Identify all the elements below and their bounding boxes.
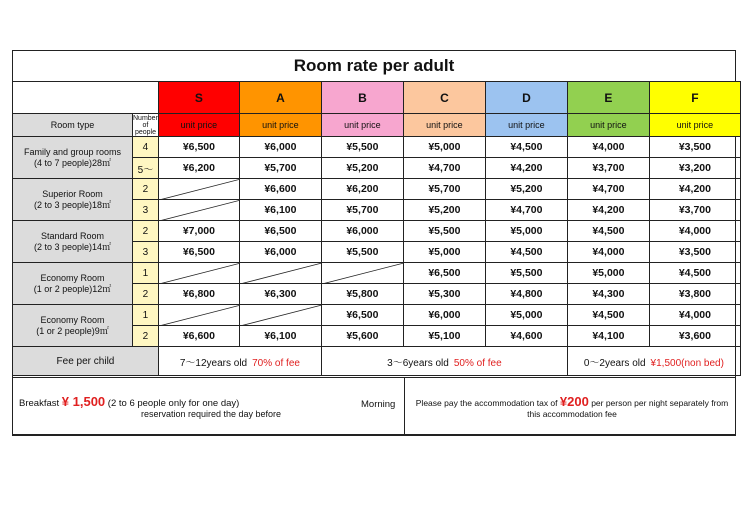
room-type-name: Standard Room	[40, 230, 105, 241]
room-type-cell	[13, 179, 133, 221]
unit-price-header: unit price	[649, 114, 740, 137]
breakfast-line	[19, 394, 239, 409]
price-cell: ¥5,500	[321, 242, 403, 263]
not-available-cell	[321, 263, 403, 284]
class-header-row	[13, 82, 741, 114]
unit-price-header: unit price	[567, 114, 649, 137]
price-cell: ¥6,100	[239, 200, 321, 221]
price-cell: ¥6,200	[158, 158, 239, 179]
people-count: 2	[133, 179, 159, 200]
price-cell: ¥5,200	[321, 158, 403, 179]
rate-row	[13, 305, 741, 326]
price-cell: ¥4,200	[649, 179, 740, 200]
not-available-cell	[239, 263, 321, 284]
room-type-detail: (2 to 3 people)14㎡	[33, 241, 112, 252]
room-type-detail: (2 to 3 people)18㎡	[33, 199, 112, 210]
price-cell: ¥5,000	[485, 305, 567, 326]
people-count: 4	[133, 137, 159, 158]
price-cell: ¥4,600	[485, 326, 567, 347]
price-cell: ¥6,000	[321, 221, 403, 242]
price-cell: ¥5,000	[567, 263, 649, 284]
price-cell: ¥3,700	[649, 200, 740, 221]
price-cell: ¥4,000	[649, 305, 740, 326]
price-cell: ¥6,200	[321, 179, 403, 200]
price-cell: ¥4,300	[567, 284, 649, 305]
not-available-cell	[158, 305, 239, 326]
price-cell: ¥4,800	[485, 284, 567, 305]
price-cell: ¥6,800	[158, 284, 239, 305]
price-cell: ¥6,500	[239, 221, 321, 242]
people-count: 2	[133, 326, 159, 347]
people-count: 1	[133, 305, 159, 326]
price-cell: ¥5,600	[321, 326, 403, 347]
price-cell: ¥4,000	[567, 137, 649, 158]
price-cell: ¥6,600	[239, 179, 321, 200]
room-type-cell	[13, 263, 133, 305]
child-age-range: 0～2years old	[583, 357, 646, 369]
unit-price-header: unit price	[403, 114, 485, 137]
price-cell: ¥5,000	[403, 137, 485, 158]
price-cell: ¥6,000	[239, 242, 321, 263]
tax-pre: Please pay the accommodation tax of	[415, 398, 558, 408]
price-cell: ¥6,500	[158, 242, 239, 263]
price-cell: ¥5,700	[239, 158, 321, 179]
number-of-people-header: Number of people	[133, 114, 158, 136]
price-cell: ¥4,500	[567, 305, 649, 326]
unit-price-header: unit price	[485, 114, 567, 137]
breakfast-price: ¥ 1,500	[61, 394, 106, 409]
price-cell: ¥6,500	[321, 305, 403, 326]
price-cell: ¥4,200	[567, 200, 649, 221]
price-cell: ¥5,700	[403, 179, 485, 200]
price-cell: ¥4,700	[485, 200, 567, 221]
price-cell: ¥5,000	[403, 242, 485, 263]
class-s-header: S	[158, 82, 239, 114]
people-count: 2	[133, 221, 159, 242]
price-cell: ¥3,500	[649, 242, 740, 263]
price-cell: ¥5,500	[485, 263, 567, 284]
rate-row	[13, 137, 741, 158]
price-cell: ¥5,100	[403, 326, 485, 347]
unit-header-row	[13, 114, 741, 137]
room-type-name: Superior Room	[42, 188, 103, 199]
price-cell: ¥4,500	[485, 137, 567, 158]
people-count: 5～	[133, 158, 159, 179]
people-count: 3	[133, 242, 159, 263]
room-type-detail: (1 or 2 people)12㎡	[33, 283, 112, 294]
price-cell: ¥6,500	[158, 137, 239, 158]
class-f-header: F	[649, 82, 740, 114]
breakfast-label: Breakfast	[19, 398, 60, 409]
price-cell: ¥4,000	[649, 221, 740, 242]
price-cell: ¥3,700	[567, 158, 649, 179]
price-cell: ¥4,200	[485, 158, 567, 179]
room-type-detail: (4 to 7 people)28㎡	[33, 157, 112, 168]
unit-price-header: unit price	[239, 114, 321, 137]
unit-price-header: unit price	[158, 114, 239, 137]
class-b-header: B	[321, 82, 403, 114]
price-cell: ¥4,000	[567, 242, 649, 263]
price-cell: ¥3,500	[649, 137, 740, 158]
people-count: 2	[133, 284, 159, 305]
price-cell: ¥5,500	[403, 221, 485, 242]
child-fee-label: Fee per child	[13, 347, 159, 376]
not-available-cell	[158, 263, 239, 284]
price-cell: ¥7,000	[158, 221, 239, 242]
price-cell: ¥5,500	[321, 137, 403, 158]
price-cell: ¥4,100	[567, 326, 649, 347]
diagonal-strike	[322, 263, 404, 284]
breakfast-time: Morning	[361, 399, 396, 410]
tax-post: per person per night separately from this accommodation fee	[527, 398, 729, 419]
rate-row	[13, 263, 741, 284]
diagonal-strike	[240, 263, 322, 284]
price-cell: ¥4,500	[567, 221, 649, 242]
diagonal-strike	[159, 179, 240, 200]
not-available-cell	[158, 179, 239, 200]
class-d-header: D	[485, 82, 567, 114]
price-cell: ¥6,100	[239, 326, 321, 347]
diagonal-strike	[159, 263, 240, 284]
breakfast-reservation: reservation required the day before	[140, 409, 282, 419]
child-fee-tier	[158, 347, 321, 376]
price-cell: ¥5,800	[321, 284, 403, 305]
price-cell: ¥6,500	[403, 263, 485, 284]
child-fee-tier	[567, 347, 740, 376]
corner-cell	[13, 82, 159, 114]
price-cell: ¥4,500	[649, 263, 740, 284]
child-fee-row	[13, 347, 741, 376]
price-cell: ¥3,200	[649, 158, 740, 179]
price-cell: ¥6,000	[239, 137, 321, 158]
footer-notes	[12, 377, 736, 436]
room-type-detail: (1 or 2 people)9㎡	[36, 325, 109, 336]
footer-divider	[404, 378, 405, 435]
class-e-header: E	[567, 82, 649, 114]
tax-note	[409, 396, 735, 420]
price-cell: ¥5,000	[485, 221, 567, 242]
rate-row	[13, 221, 741, 242]
rate-row	[13, 179, 741, 200]
price-cell: ¥3,600	[649, 326, 740, 347]
price-cell: ¥5,700	[321, 200, 403, 221]
child-fee-amount: ¥1,500(non bed)	[650, 357, 724, 369]
room-type-cell	[13, 221, 133, 263]
diagonal-strike	[240, 305, 322, 326]
price-cell: ¥6,000	[403, 305, 485, 326]
child-age-range: 3～6years old	[387, 357, 449, 369]
people-count: 1	[133, 263, 159, 284]
room-type-cell	[13, 305, 133, 347]
class-c-header: C	[403, 82, 485, 114]
child-fee-amount: 50% of fee	[453, 357, 502, 369]
unit-price-header: unit price	[321, 114, 403, 137]
price-cell: ¥6,300	[239, 284, 321, 305]
price-cell: ¥4,700	[403, 158, 485, 179]
not-available-cell	[239, 305, 321, 326]
child-fee-tier	[321, 347, 567, 376]
room-type-name: Economy Room	[40, 272, 105, 283]
not-available-cell	[158, 200, 239, 221]
price-cell: ¥5,200	[403, 200, 485, 221]
diagonal-strike	[159, 305, 240, 326]
price-cell: ¥5,200	[485, 179, 567, 200]
room-type-name: Family and group rooms	[23, 146, 122, 157]
price-cell: ¥5,300	[403, 284, 485, 305]
room-type-header: Room type	[13, 114, 133, 137]
room-type-name: Economy Room	[40, 314, 105, 325]
child-fee-amount: 70% of fee	[252, 357, 300, 369]
price-cell: ¥3,800	[649, 284, 740, 305]
people-count: 3	[133, 200, 159, 221]
rate-table	[12, 81, 741, 376]
tax-amount: ¥200	[559, 394, 589, 409]
diagonal-strike	[159, 200, 240, 221]
room-type-cell	[13, 137, 133, 179]
child-age-range: 7～12years old	[179, 357, 248, 369]
page-title: Room rate per adult	[12, 50, 736, 82]
price-cell: ¥4,700	[567, 179, 649, 200]
breakfast-note: (2 to 6 people only for one day)	[107, 398, 240, 409]
price-cell: ¥6,600	[158, 326, 239, 347]
class-a-header: A	[239, 82, 321, 114]
price-cell: ¥4,500	[485, 242, 567, 263]
